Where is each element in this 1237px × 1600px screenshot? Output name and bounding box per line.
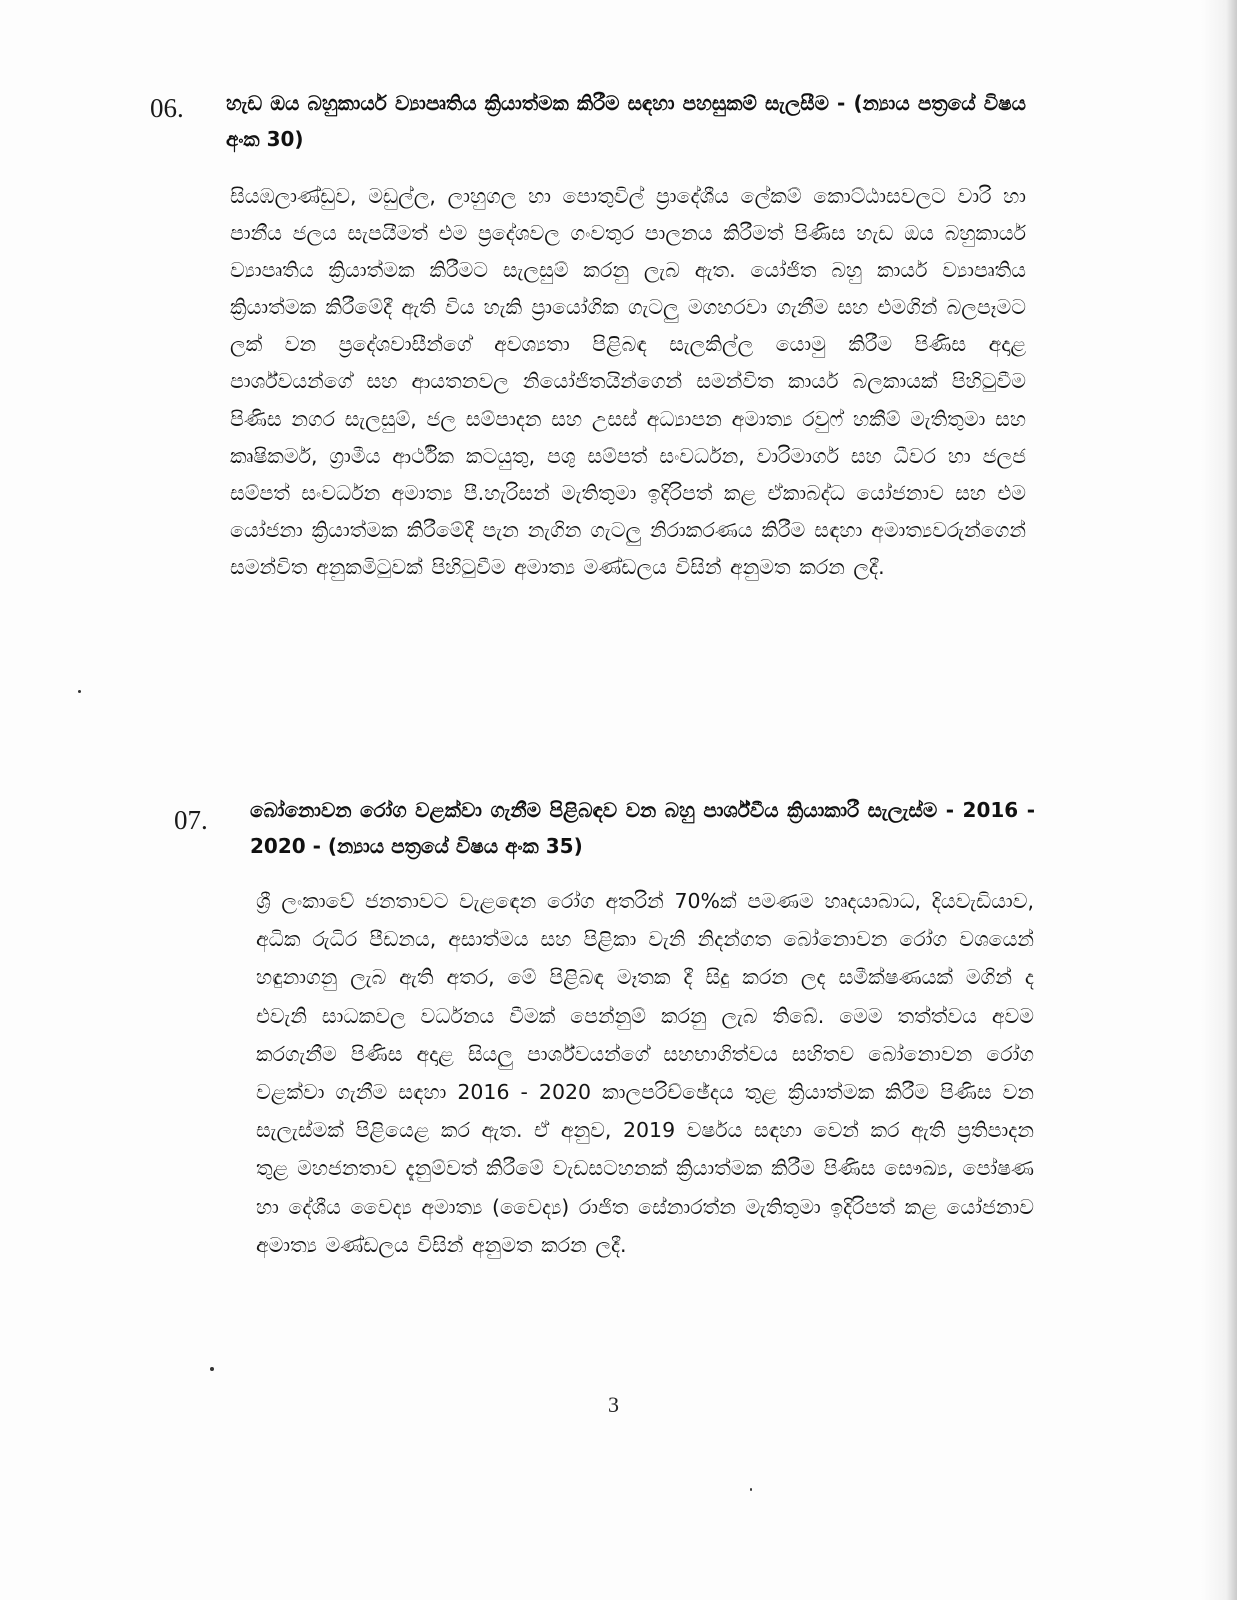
page-number: 3 xyxy=(608,1392,619,1417)
scan-edge-shadow xyxy=(1201,0,1237,1600)
section-body: ශ්‍රී ලංකාවේ ජනතාවට වැළඳෙන රෝග අතරින් 70%ක් පමණම හෘදයාබාධ, දියවැඩියාව, අධික රුධිර පීඩනය, අසාත්මය සහ පිළිකා වැනි නිදන්ගත බෝනොවන රෝග වශයෙන් හඳුනාගනු ලැබ ඇති අතර, මේ පිළිබඳ මෑතක දී සිදු කරන ලද සමීක්ෂණයක් මගින් ද එවැනි සාධකවල වර්ධනය වීමක් පෙන්නුම් කරනු ලැබ තිබේ. මෙම තත්ත්වය අවම කරගැනීම පිණිස අදාළ සියලු පාර්ශ්වයන්ගේ සහභාගිත්වය සහිතව බෝනොවන රෝග වළක්වා ගැනීම සඳහා 2016 - 2020 කාලපරිච්ඡේදය තුළ ක්‍රියාත්මක කිරීම පිණිස වන සැලැස්මක් පිළියෙළ කර ඇත. ඒ අනුව, 2019 වර්ෂය සඳහා වෙන් කර ඇති ප්‍රතිපාදන තුළ මහජනතාව දැනුම්වත් කිරීමේ වැඩසටහනක් ක්‍රියාත්මක කිරීම පිණිස සෞඛ්‍ය, පෝෂණ හා දේශීය වෛද්‍ය අමාත්‍ය (වෛද්‍ය) රාජිත සේනාරත්න මැතිතුමා ඉදිරිපත් කළ යෝජනාව අමාත්‍ය මණ්ඩලය විසින් අනුමත කරන ලදී. xyxy=(256,889,1034,1257)
section-number: 06. xyxy=(150,93,184,123)
section-body: සියඹලාණ්ඩුව, මඩුල්ල, ලාහුගල හා පොතුවිල් ප්‍රාදේශීය ලේකම් කොට්ඨාසවලට වාරි හා පානීය ජලය සැපයීමත් එම ප්‍රදේශවල ගංවතුර පාලනය කිරීමත් පිණිස හැඩ ඔය බහුකාර්ය ව්‍යාපෘතිය ක්‍රියාත්මක කිරීමට සැලසුම් කරනු ලැබ ඇත. යෝජිත බහු කාර්ය ව්‍යාපෘතිය ක්‍රියාත්මක කිරීමේදී ඇති විය හැකි ප්‍රායෝගික ගැටලු මගහරවා ගැනීම සහ එමගින් බලපෑමට ලක් වන ප්‍රදේශවාසීන්ගේ අවශ්‍යතා පිළිබඳ සැලකිල්ල යොමු කිරීම පිණිස අදාළ පාර්ශ්වයන්ගේ සහ ආයතනවල නියෝජිතයින්ගෙන් සමන්විත කාර්ය බලකායක් පිහිටුවීම පිණිස නගර සැලසුම්, ජල සම්පාදන සහ උසස් අධ්‍යාපන අමාත්‍ය රවුෆ් හකීම් මැතිතුමා සහ කෘෂිකර්ම, ග්‍රාමීය ආර්ථික කටයුතු, පශු සම්පත් සංවර්ධන, වාරිමාර්ග සහ ධීවර හා ජලජ සම්පත් සංවර්ධන අමාත්‍ය පී.හැරිසන් මැතිතුමා ඉදිරිපත් කළ ඒකාබද්ධ යෝජනාව සහ එම යෝජනා ක්‍රියාත්මක කිරීමේදී පැන නැගින ගැටලු නිරාකරණය කිරීම සඳහා අමාත්‍යවරුන්ගෙන් සමන්විත අනුකමිටුවක් පිහිටුවීම අමාත්‍ය මණ්ඩලය විසින් අනුමත කරන ලදී. xyxy=(230,184,1026,579)
section-title: හැඩ ඔය බහුකාර්ය ව්‍යාපෘතිය ක්‍රියාත්මක කිරීම සඳහා පහසුකම් සැලසීම - (න්‍යාය පත්‍රයේ විෂය අංක 30) xyxy=(226,91,1026,151)
scan-speck xyxy=(210,1367,214,1371)
section-title: බෝනොවන රෝග වළක්වා ගැනීම පිළිබඳව වන බහු පාර්ශ්වීය ක්‍රියාකාරී සැලැස්ම - 2016 - 2020 - (න්‍යාය පත්‍රයේ විෂය අංක 35) xyxy=(250,798,1035,858)
section-number: 07. xyxy=(174,805,208,835)
scan-speck xyxy=(750,1488,752,1491)
scan-speck xyxy=(78,690,81,693)
